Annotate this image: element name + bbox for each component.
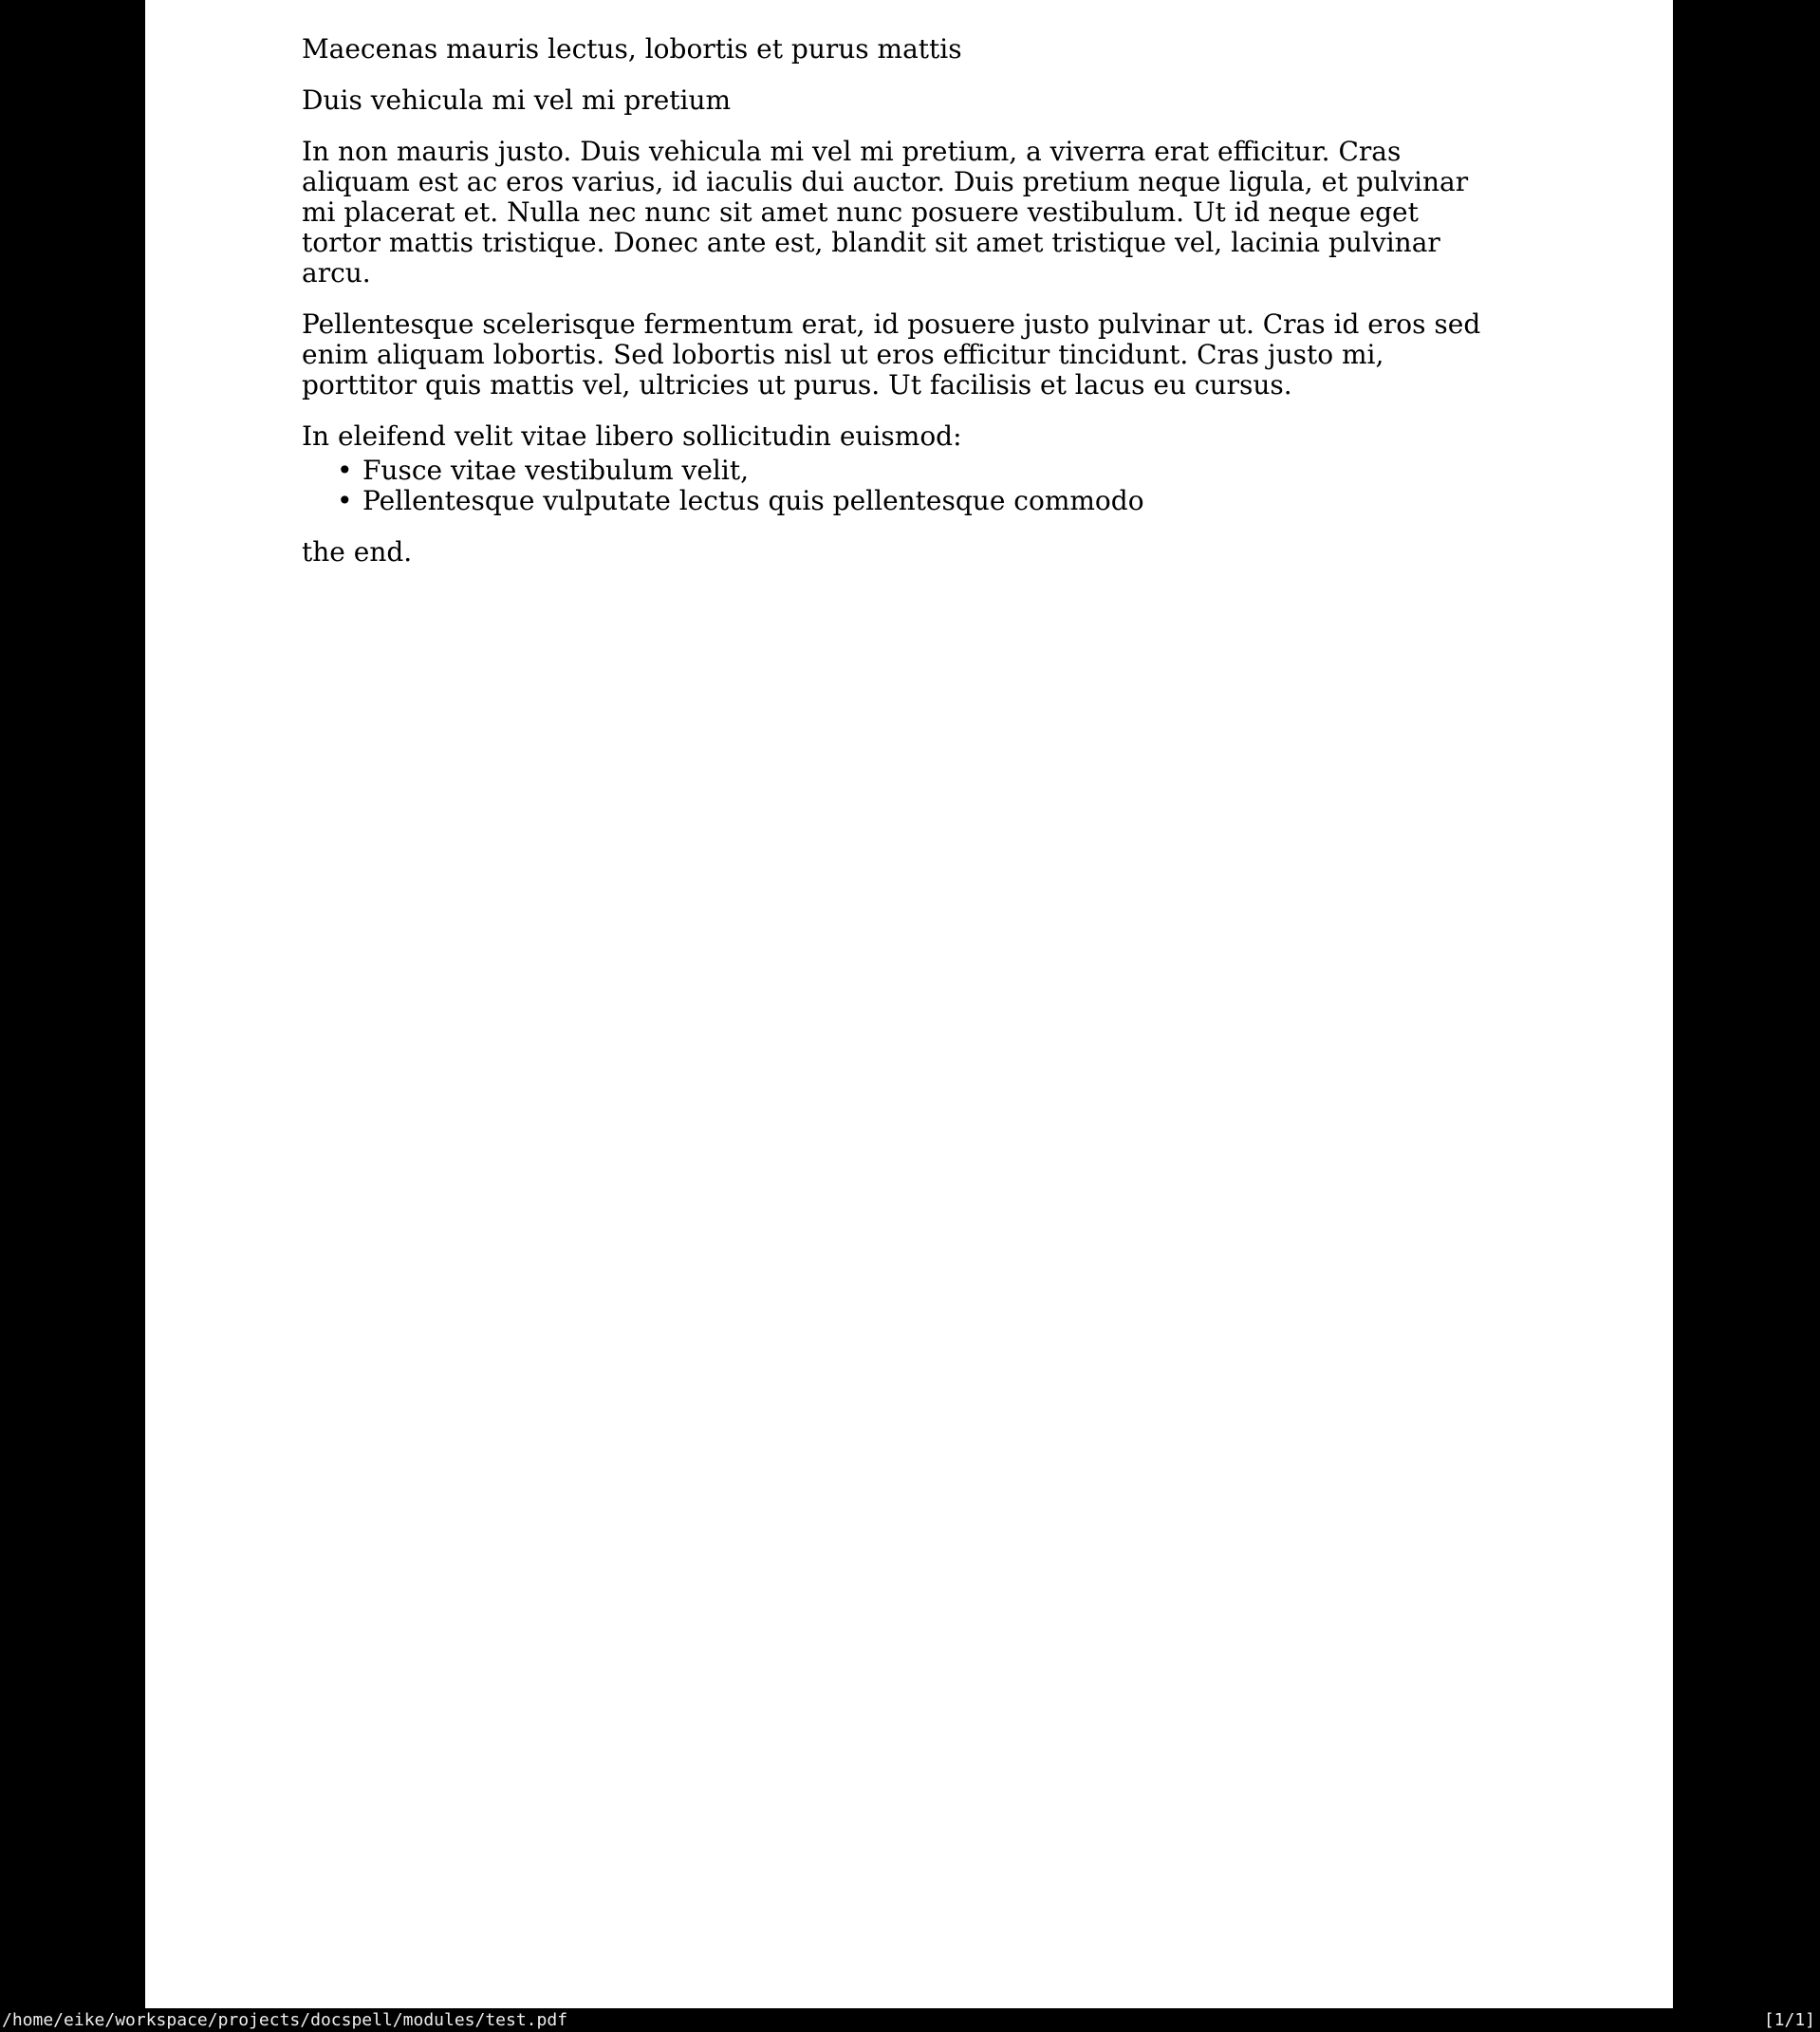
list-item-text: Fusce vitae vestibulum velit, bbox=[362, 455, 749, 486]
list-item bbox=[302, 486, 1503, 516]
status-bar bbox=[0, 2008, 1820, 2032]
list-item-text: Pellentesque vulputate lectus quis pellentesque commodo bbox=[362, 485, 1144, 516]
statusbar-page-indicator: [1/1] bbox=[1763, 2010, 1815, 2030]
bullet-icon: • bbox=[337, 455, 353, 486]
document-content bbox=[302, 34, 1503, 588]
paragraph-2: Duis vehicula mi vel mi pretium bbox=[302, 84, 732, 116]
paragraph-5: In eleifend velit vitae libero sollicitudin euismod: bbox=[302, 420, 962, 452]
paragraph-4: Pellentesque scelerisque fermentum erat, id posuere justo pulvinar ut. Cras id eros sed enim aliquam lobortis. Sed lobortis nisl ut eros efficitur tincidunt. Cras justo mi, porttitor quis mattis vel, ultricies ut purus. Ut facilisis et lacus eu cursus. bbox=[302, 308, 1481, 401]
list-item bbox=[302, 456, 1503, 486]
bullet-icon: • bbox=[337, 485, 353, 516]
document-page[interactable] bbox=[145, 0, 1673, 2008]
closing-paragraph: the end. bbox=[302, 536, 413, 568]
statusbar-file-path: /home/eike/workspace/projects/docspell/modules/test.pdf bbox=[2, 2010, 568, 2030]
bullet-list bbox=[302, 456, 1503, 516]
paragraph-1: Maecenas mauris lectus, lobortis et purus mattis bbox=[302, 33, 962, 65]
paragraph-3: In non mauris justo. Duis vehicula mi vel mi pretium, a viverra erat efficitur. Cras aliquam est ac eros varius, id iaculis dui auctor. Duis pretium neque ligula, et pulvinar mi placerat et. Nulla nec nunc sit amet nunc posuere vestibulum. Ut id neque eget tortor mattis tristique. Donec ante est, blandit sit amet tristique vel, lacinia pulvinar arcu. bbox=[302, 136, 1469, 289]
